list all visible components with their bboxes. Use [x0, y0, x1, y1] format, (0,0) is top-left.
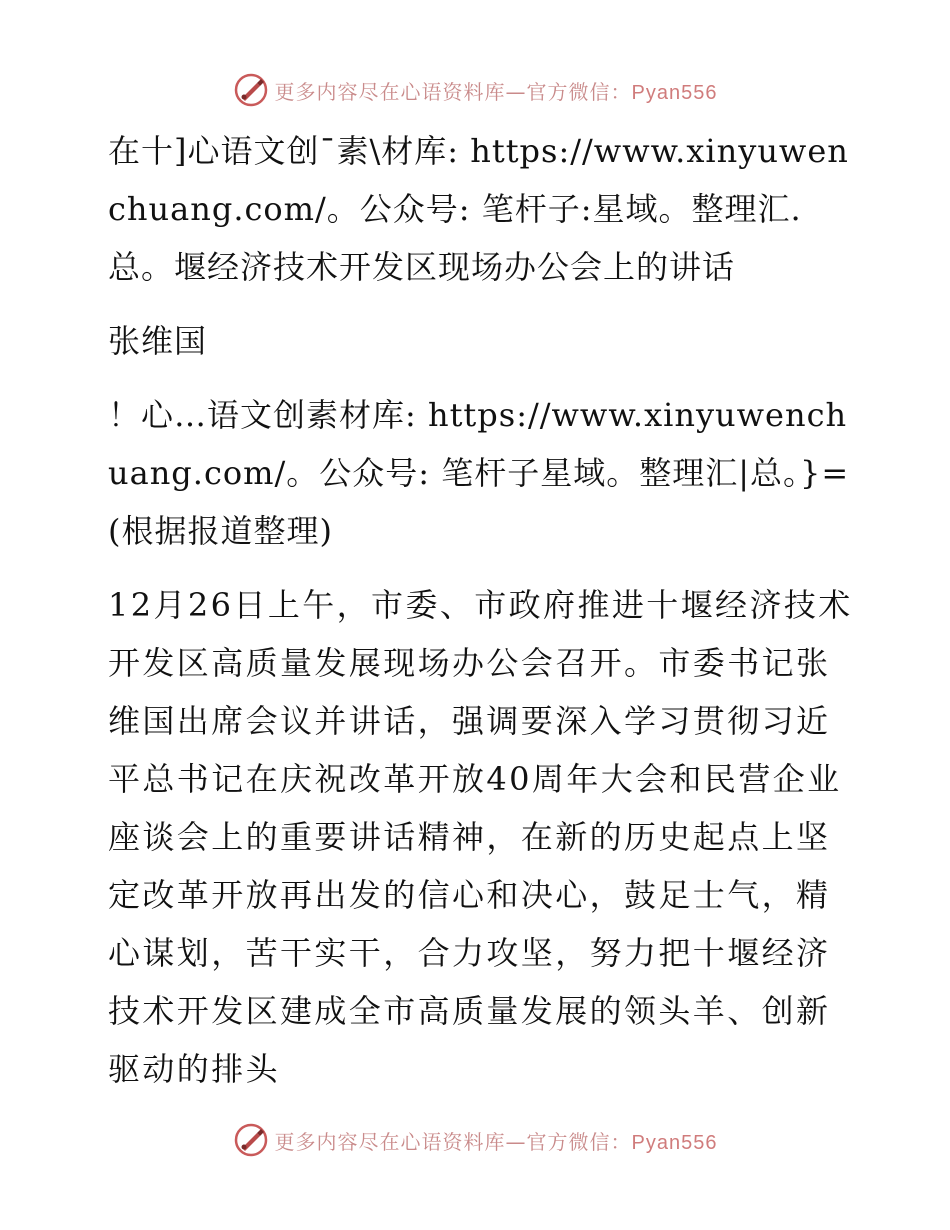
watermark-text: 更多内容尽在心语资料库—官方微信：Pyan556: [274, 1129, 718, 1154]
pen-logo-icon: [233, 72, 269, 108]
source-paragraph: ！心…语文创素材库: https://www.xinyuwenchuang.com/。公众号: 笔杆子星域。整理汇|总。}=(根据报道整理): [108, 396, 850, 550]
footer-watermark: [0, 1120, 950, 1160]
body-paragraph: 12月26日上午，市委、市政府推进十堰经济技术开发区高质量发展现场办公会召开。市委书记张维国出席会议并讲话，强调要深入学习贯彻习近平总书记在庆祝改革开放40周年大会和民营企业座谈会上的重要讲话精神，在新的历史起点上坚定改革开放再出发的信心和决心，鼓足士气，精心谋划，苦干实干，合力攻坚，努力把十堰经济技术开发区建成全市高质量发展的领头羊、创新驱动的排头: [108, 586, 853, 1088]
watermark-text: 更多内容尽在心语资料库—官方微信：Pyan556: [274, 79, 718, 104]
pen-logo-icon: [233, 1122, 269, 1158]
title-paragraph: 在十]心语文创¯素\材库: https://www.xinyuwenchuang.com/。公众号: 笔杆子:星域。整理汇.总。堰经济技术开发区现场办公会上的讲话: [108, 132, 849, 286]
document-body: [98, 122, 858, 1114]
author-name: 张维国: [108, 322, 208, 360]
header-watermark: [0, 70, 950, 110]
